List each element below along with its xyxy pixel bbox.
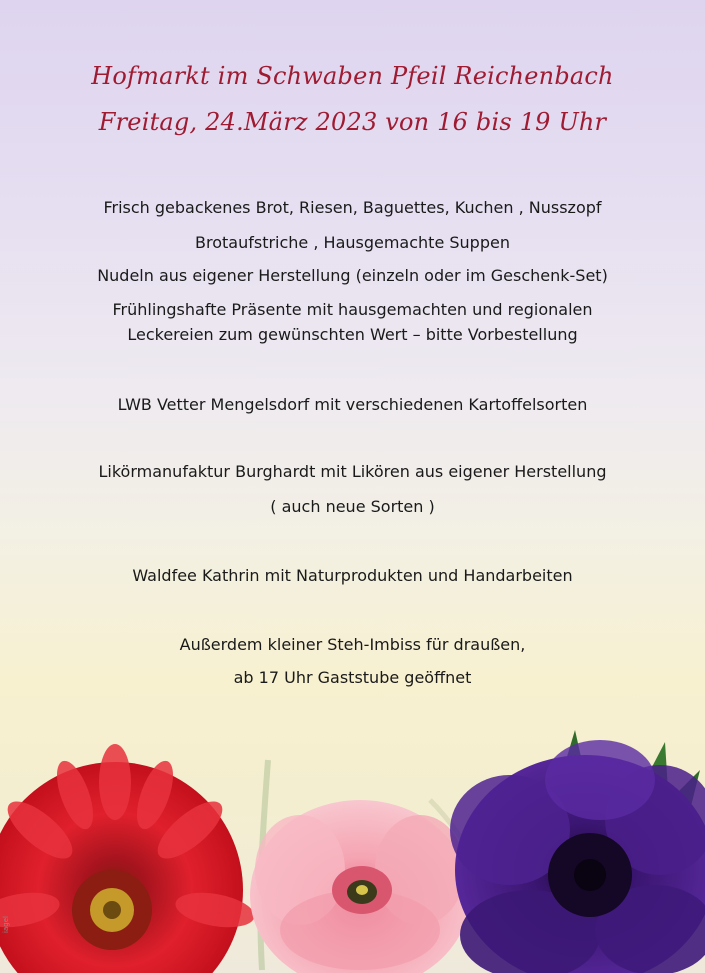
vendor-liqueur: Likörmanufaktur Burghardt mit Likören aus eigener Herstellung: [98, 462, 607, 481]
event-date: Freitag, 24.März 2023 von 16 bis 19 Uhr: [98, 108, 607, 136]
flyer-title: Hofmarkt im Schwaben Pfeil Reichenbach: [91, 62, 614, 90]
offer-gifts-line2: Leckereien zum gewünschten Wert – bitte Vorbestellung: [127, 325, 578, 344]
offer-noodles: Nudeln aus eigener Herstellung (einzeln oder im Geschenk-Set): [97, 266, 608, 285]
vendor-waldfee: Waldfee Kathrin mit Naturprodukten und Handarbeiten: [132, 566, 573, 585]
purple-anemone-icon: [450, 740, 705, 973]
flowers-illustration: [0, 720, 705, 973]
extra-gaststube: ab 17 Uhr Gaststube geöffnet: [233, 668, 472, 687]
offer-spreads: Brotaufstriche , Hausgemachte Suppen: [195, 233, 510, 252]
vendor-liqueur-note: ( auch neue Sorten ): [270, 497, 435, 516]
pink-ranunculus-icon: [250, 800, 470, 973]
edge-printer-mark: iagel: [2, 916, 10, 933]
offer-gifts-line1: Frühlingshafte Präsente mit hausgemachten und regionalen: [112, 300, 593, 319]
red-gerbera-icon: [0, 744, 257, 973]
vendor-lwb: LWB Vetter Mengelsdorf mit verschiedenen Kartoffelsorten: [117, 395, 588, 414]
extra-imbiss: Außerdem kleiner Steh-Imbiss für draußen,: [179, 635, 526, 654]
offer-bakery: Frisch gebackenes Brot, Riesen, Baguettes, Kuchen , Nusszopf: [103, 198, 602, 217]
